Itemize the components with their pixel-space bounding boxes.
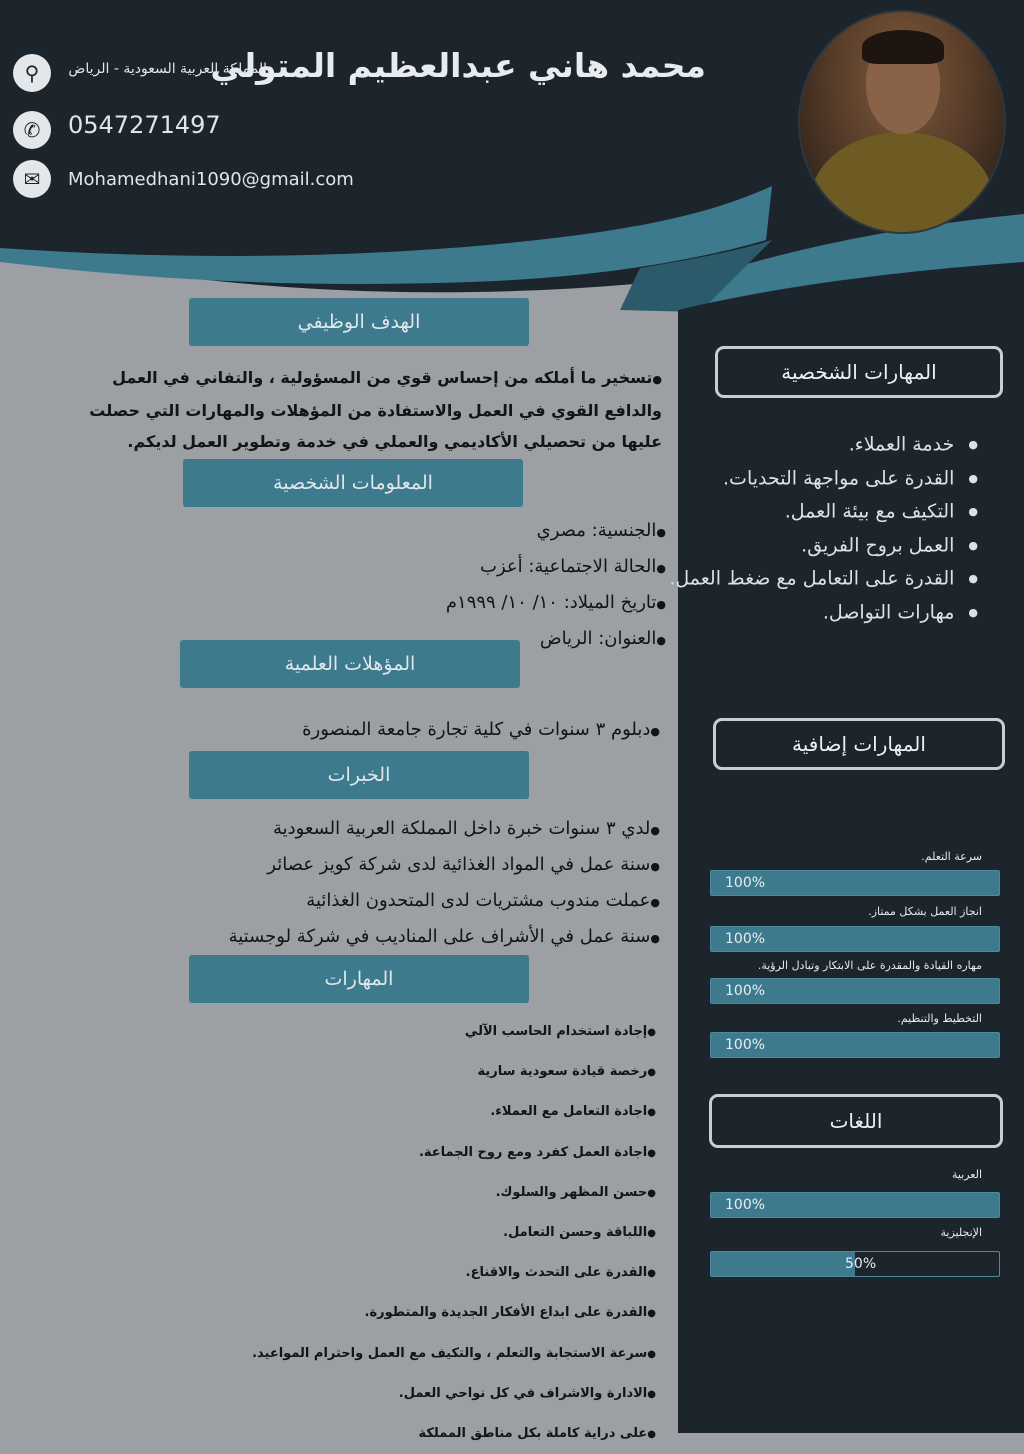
skill-bar <box>710 1032 1000 1058</box>
list-item: ●سرعة الاستجابة والتعلم ، والتكيف مع العمل واحترام المواعيد. <box>252 1345 656 1361</box>
list-item: ●اجادة التعامل مع العملاء. <box>490 1104 656 1120</box>
profile-photo <box>798 10 1006 234</box>
skills-heading: المهارات <box>189 955 529 1003</box>
list-item: ●على دراية كاملة بكل مناطق المملكة <box>418 1426 656 1442</box>
language-bar <box>710 1192 1000 1218</box>
skill-bar <box>710 978 1000 1004</box>
skill-bar <box>710 870 1000 896</box>
language-bar <box>710 1251 1000 1277</box>
list-item: ●القدرة على ابداع الأفكار الجديدة والمتطورة. <box>364 1305 656 1321</box>
location-pin-icon: ⚲ <box>13 54 51 92</box>
languages-heading: اللغات <box>709 1094 1003 1148</box>
objective-heading: الهدف الوظيفي <box>189 298 529 346</box>
list-item: ●دبلوم ٣ سنوات في كلية تجارة جامعة المنصورة <box>302 719 660 740</box>
skill-bar-percent: 100% <box>725 875 766 891</box>
list-item: ● القدرة على مواجهة التحديات. <box>669 462 978 496</box>
skill-bar-label: مهاره القيادة والمقدرة على الابتكار وتبادل الرؤية. <box>757 959 982 972</box>
qualifications-list <box>302 713 660 749</box>
email-icon: ✉ <box>13 160 51 198</box>
list-item: ●الادارة والاشراف في كل نواحي العمل. <box>398 1385 656 1401</box>
qualifications-heading: المؤهلات العلمية <box>180 640 520 688</box>
list-item: ●اللباقة وحسن التعامل. <box>503 1225 656 1241</box>
personal-info-heading: المعلومات الشخصية <box>183 459 523 507</box>
skill-bar-label: انجاز العمل بشكل ممتاز. <box>868 905 982 918</box>
skill-bar-percent: 100% <box>725 931 766 947</box>
list-item: ● التكيف مع بيئة العمل. <box>669 495 978 529</box>
skill-bar-label: التخطيط والتنظيم. <box>897 1012 982 1025</box>
list-item: ●سنة عمل في المواد الغذائية لدى شركة كويز عصائر <box>267 854 660 875</box>
list-item: ●الحالة الاجتماعية: أعزب <box>480 556 666 577</box>
language-bar-label: الإنجليزية <box>940 1226 982 1239</box>
objective-text: ●تسخير ما أملكه من إحساس قوي من المسؤولية ، والتفاني في العمل والدافع القوي في العمل والاستفادة من المؤهلات والمهارات التي حصلت عليها من تحصيلي الأكاديمي والعملي في خدمة وتطوير العمل لديكم. <box>89 368 662 451</box>
list-item: ●رخصة قيادة سعودية سارية <box>477 1064 656 1080</box>
skill-bar-label: سرعة التعلم. <box>921 850 982 863</box>
list-item: ●القدرة على التحدث والاقناع. <box>465 1265 656 1281</box>
list-item: ● مهارات التواصل. <box>669 596 978 630</box>
list-item: ● خدمة العملاء. <box>669 428 978 462</box>
skill-bar <box>710 926 1000 952</box>
personal-skills-list <box>669 428 978 629</box>
phone-icon: ✆ <box>13 111 51 149</box>
list-item: ●تاريخ الميلاد: ١٠/ ١٠/ ١٩٩٩م <box>445 592 666 613</box>
candidate-name: محمد هاني عبدالعظيم المتولي <box>210 46 706 85</box>
list-item: ● القدرة على التعامل مع ضغط العمل. <box>669 562 978 596</box>
language-bar-percent: 100% <box>725 1197 766 1213</box>
list-item: ●الجنسية: مصري <box>536 520 666 541</box>
list-item: ●سنة عمل في الأشراف على المناديب في شركة لوجستية <box>228 926 660 947</box>
skill-bar-percent: 100% <box>725 1037 766 1053</box>
list-item: ● العمل بروح الفريق. <box>669 529 978 563</box>
list-item: ●حسن المظهر والسلوك. <box>495 1184 656 1200</box>
list-item: ●العنوان: الرياض <box>539 628 666 649</box>
language-bar-fill <box>711 1252 855 1276</box>
phone-number[interactable]: 0547271497 <box>68 111 221 139</box>
personal-info-list <box>446 514 666 658</box>
experience-list <box>229 812 660 956</box>
extra-skills-heading: المهارات إضافية <box>713 718 1005 770</box>
experience-heading: الخبرات <box>189 751 529 799</box>
list-item: ●إجادة استخدام الحاسب الآلي <box>464 1024 656 1039</box>
list-item: ●اجادة العمل كفرد ومع روح الجماعة. <box>418 1144 656 1160</box>
skill-bar-percent: 100% <box>725 983 766 999</box>
language-bar-percent: 50% <box>845 1256 877 1272</box>
skills-list <box>252 1012 656 1454</box>
location-text: المملكة العربية السعودية - الرياض <box>68 61 267 77</box>
email-address[interactable]: Mohamedhani1090@gmail.com <box>68 169 354 190</box>
personal-skills-heading: المهارات الشخصية <box>715 346 1003 398</box>
list-item: ●لدي ٣ سنوات خبرة داخل المملكة العربية السعودية <box>272 818 660 839</box>
list-item: ●عملت مندوب مشتريات لدى المتحدون الغذائية <box>306 890 660 911</box>
language-bar-label: العربية <box>951 1168 982 1181</box>
